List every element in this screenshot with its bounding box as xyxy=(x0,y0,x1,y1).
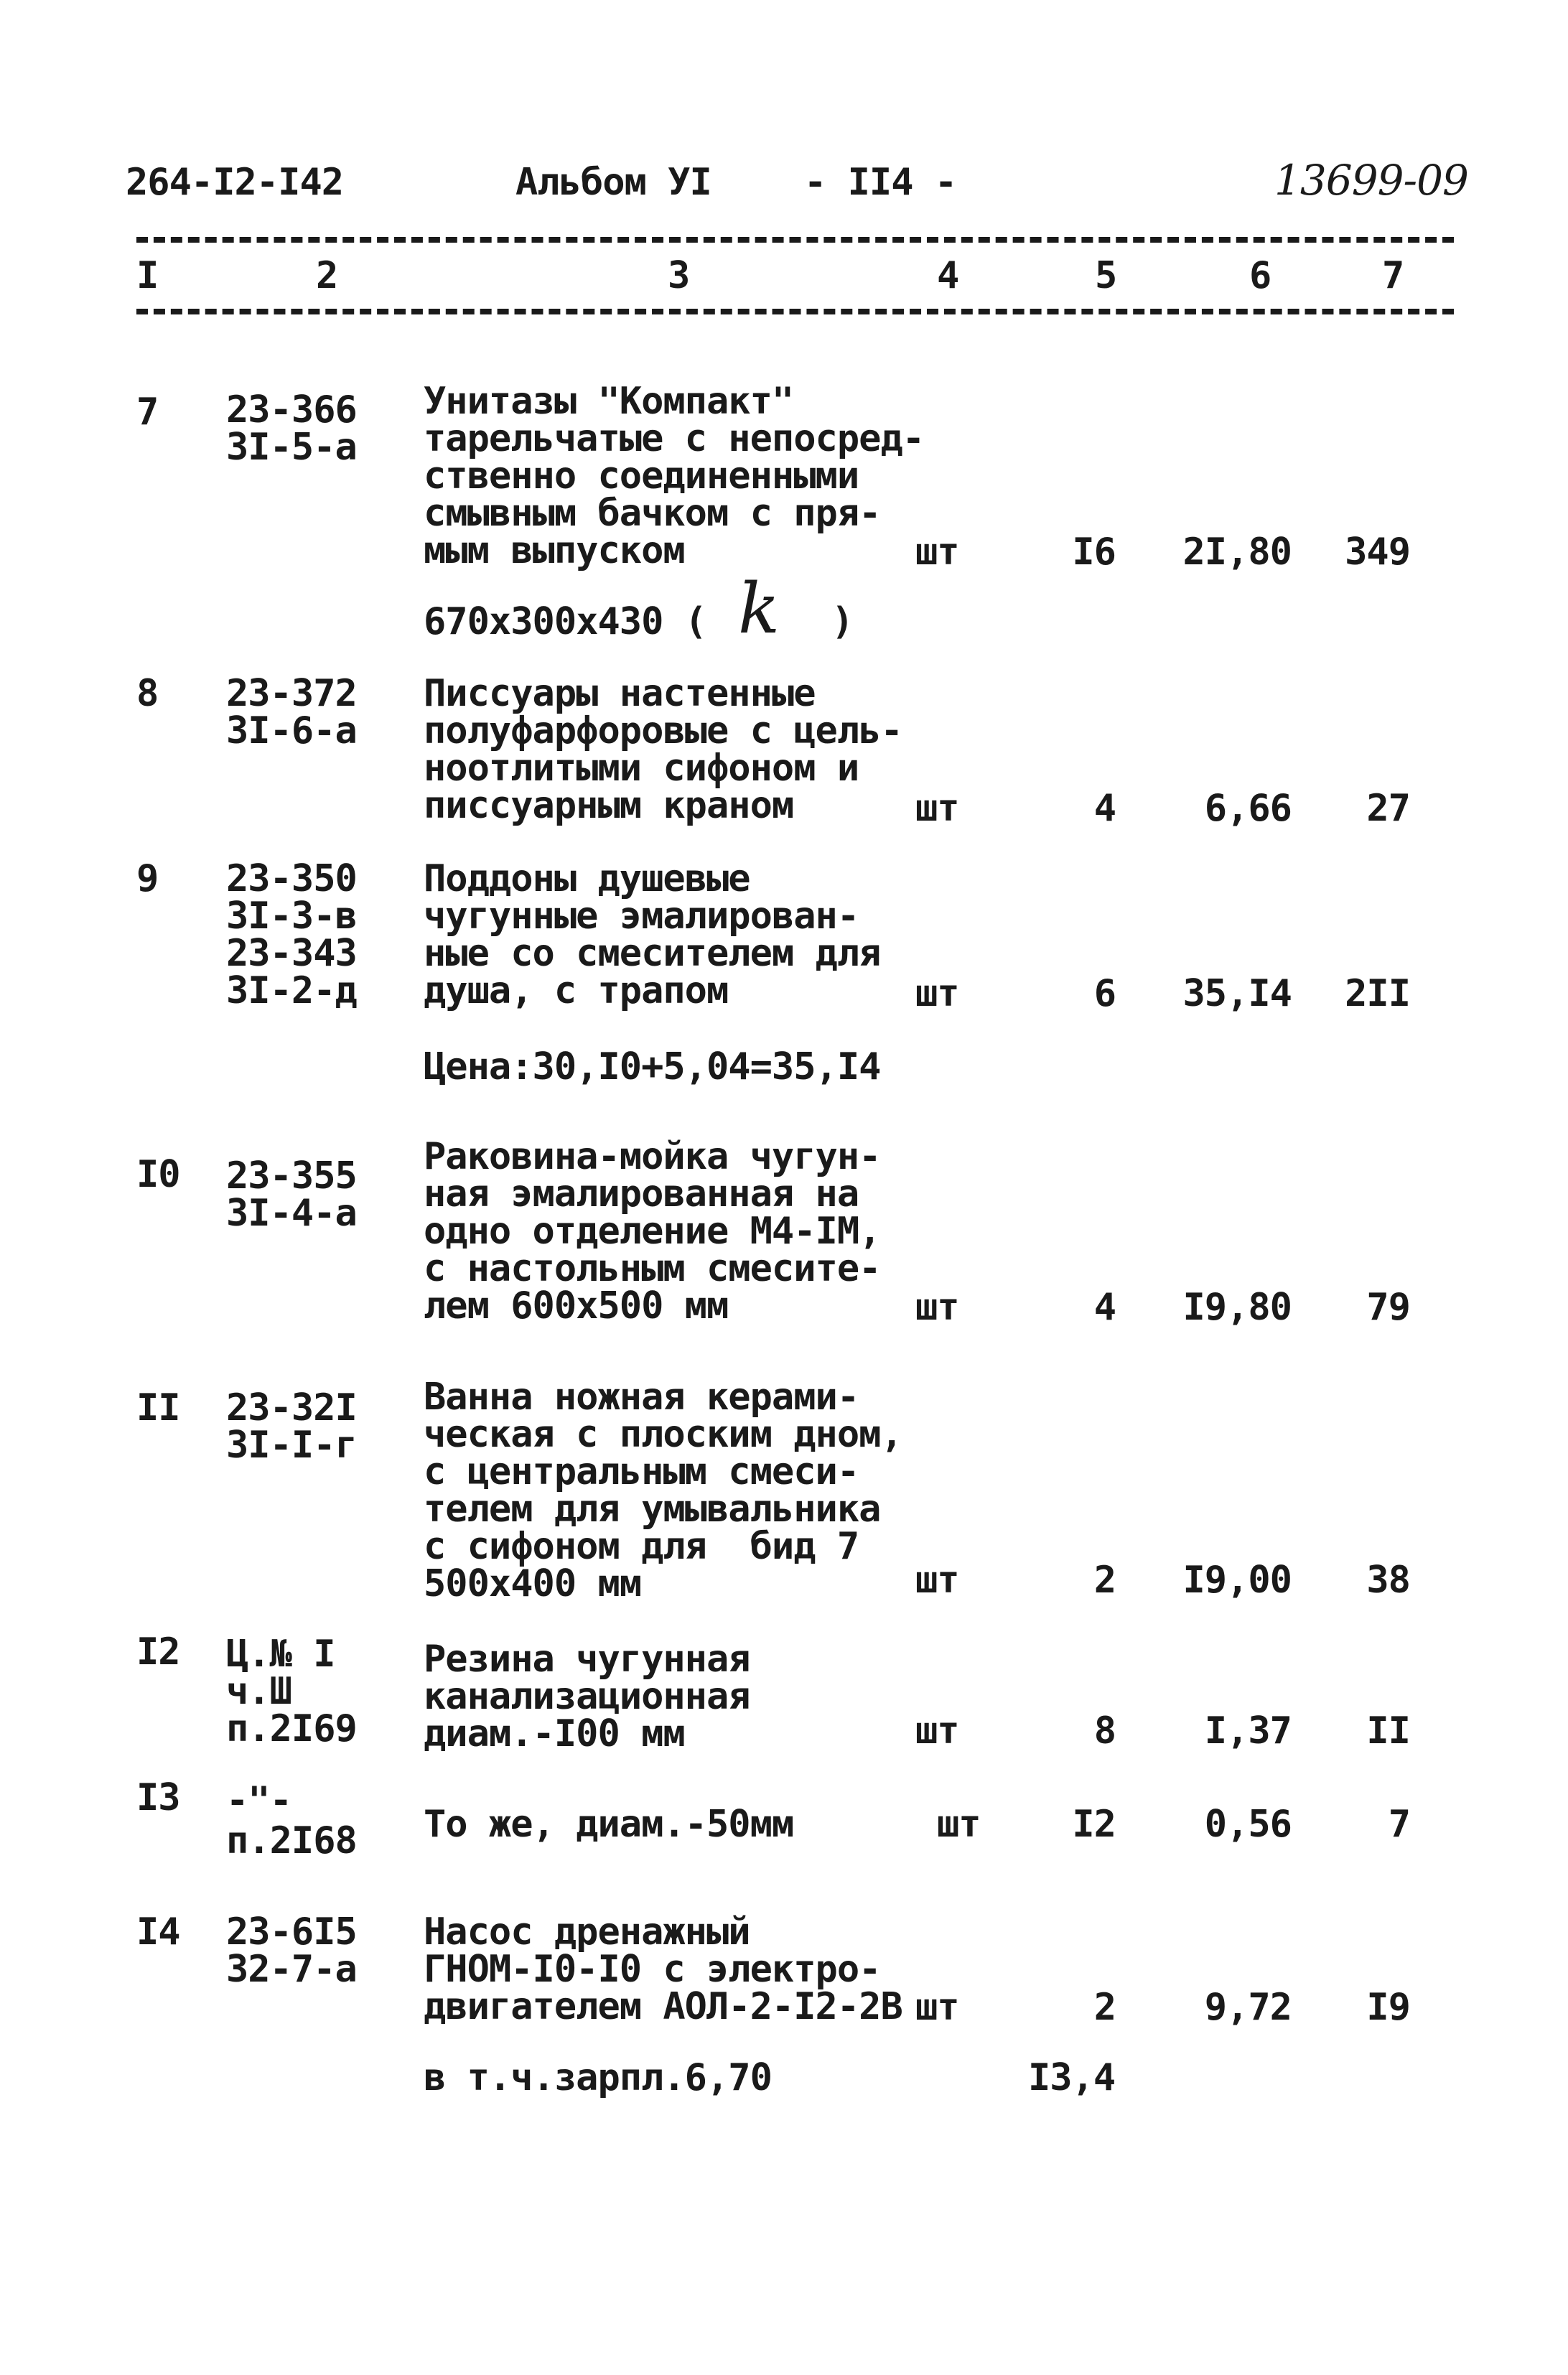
row-code: -"- п.2I68 xyxy=(226,1779,357,1862)
row-quantity: 2 xyxy=(1093,1559,1116,1602)
row-description: Резина чугунная канализационная диам.-I00 мм xyxy=(424,1638,750,1755)
inventory-number: 13699-09 xyxy=(1274,156,1468,205)
row-unit: шт xyxy=(915,1286,959,1329)
row-unit: шт xyxy=(915,1559,959,1602)
row-note-end: ) xyxy=(831,600,854,643)
row-unit: шт xyxy=(915,531,959,574)
row-quantity: 8 xyxy=(1093,1709,1116,1753)
row-quantity: I2 xyxy=(1072,1803,1116,1846)
row-number: I0 xyxy=(136,1153,180,1196)
row-note: Цена:30,I0+5,04=35,I4 xyxy=(424,1045,881,1088)
row-total: 7 xyxy=(1388,1803,1410,1846)
row-unit: шт xyxy=(915,1709,959,1753)
row-total: I9 xyxy=(1366,1986,1410,2029)
row-quantity: 2 xyxy=(1093,1986,1116,2029)
row-total: 27 xyxy=(1366,787,1410,830)
row-total: II xyxy=(1366,1709,1410,1753)
row-code: 23-350 3I-3-в 23-343 3I-2-д xyxy=(226,857,357,1012)
row-note: 670x300x430 ( xyxy=(424,600,706,643)
row-description: Писсуары настенные полуфарфоровые с цель- ноотлитыми сифоном и писсуарным краном xyxy=(424,672,902,827)
row-quantity: 4 xyxy=(1093,787,1116,830)
row-price: 6,66 xyxy=(1204,787,1292,830)
row-total: 349 xyxy=(1345,531,1410,574)
row-number: II xyxy=(136,1386,180,1429)
row-number: 8 xyxy=(136,672,159,715)
row-price: I,37 xyxy=(1204,1709,1292,1753)
row-code: 23-355 3I-4-а xyxy=(226,1154,357,1235)
row-number: 9 xyxy=(136,857,159,900)
doc-number: 264-I2-I42 xyxy=(126,161,344,204)
row-number: 7 xyxy=(136,391,159,434)
col-header-4: 4 xyxy=(937,254,959,297)
row-price: I9,00 xyxy=(1182,1559,1292,1602)
row-quantity: 6 xyxy=(1093,972,1116,1015)
row-price: I9,80 xyxy=(1182,1286,1292,1329)
row-price: 9,72 xyxy=(1204,1986,1292,2029)
row-description: Поддоны душевые чугунные эмалирован- ные со смесителем для душа, с трапом xyxy=(424,857,881,1012)
row-code: 23-6I5 32-7-а xyxy=(226,1910,357,1991)
row-price: 2I,80 xyxy=(1182,531,1292,574)
row-number: I4 xyxy=(136,1910,180,1954)
row-unit: шт xyxy=(915,972,959,1015)
header-rule-bottom xyxy=(136,309,1454,314)
row-quantity: I6 xyxy=(1072,531,1116,574)
row-code: 23-366 3I-5-а xyxy=(226,388,357,469)
row-number: I2 xyxy=(136,1630,180,1674)
row-price: 35,I4 xyxy=(1182,972,1292,1015)
row-total: 2II xyxy=(1345,972,1410,1015)
row-description: Насос дренажный ГНОМ-I0-I0 с электро- двигателем АОЛ-2-I2-2В xyxy=(424,1910,902,2028)
row-unit: шт xyxy=(915,1986,959,2029)
col-header-2: 2 xyxy=(316,254,338,297)
row-description: Раковина-мойка чугун- ная эмалированная на одно отделение М4-IМ, с настольным смесите- лем 600x500 мм xyxy=(424,1135,881,1328)
handwritten-mark: k xyxy=(738,569,780,649)
row-price: 0,56 xyxy=(1204,1803,1292,1846)
row-description: Ванна ножная керами- ческая с плоским дном, с центральным смеси- телем для умывальника с сифоном для бид 7 500x400 мм xyxy=(424,1376,902,1605)
row-code: 23-372 3I-6-а xyxy=(226,672,357,752)
row-description: То же, диам.-50мм xyxy=(424,1803,794,1846)
page-number: - II4 - xyxy=(804,161,957,204)
col-header-3: 3 xyxy=(668,254,690,297)
col-header-6: 6 xyxy=(1249,254,1271,297)
row-note-value: I3,4 xyxy=(1028,2056,1116,2099)
col-header-1: I xyxy=(136,254,159,297)
header-rule-top xyxy=(136,237,1454,243)
row-description: Унитазы "Компакт" тарельчатые с непосред- ственно соединенными смывным бачком с пря- мым выпуском xyxy=(424,380,925,572)
album-label: Альбом УI xyxy=(515,161,711,204)
row-total: 38 xyxy=(1366,1559,1410,1602)
row-code: 23-32I 3I-I-г xyxy=(226,1386,357,1467)
row-unit: шт xyxy=(915,787,959,830)
col-header-5: 5 xyxy=(1095,254,1117,297)
row-total: 79 xyxy=(1366,1286,1410,1329)
row-quantity: 4 xyxy=(1093,1286,1116,1329)
row-unit: шт xyxy=(937,1803,981,1846)
row-note: в т.ч.зарпл.6,70 xyxy=(424,2056,772,2099)
row-code: Ц.№ I ч.Ш п.2I69 xyxy=(226,1633,357,1750)
row-number: I3 xyxy=(136,1776,180,1819)
col-header-7: 7 xyxy=(1382,254,1404,297)
